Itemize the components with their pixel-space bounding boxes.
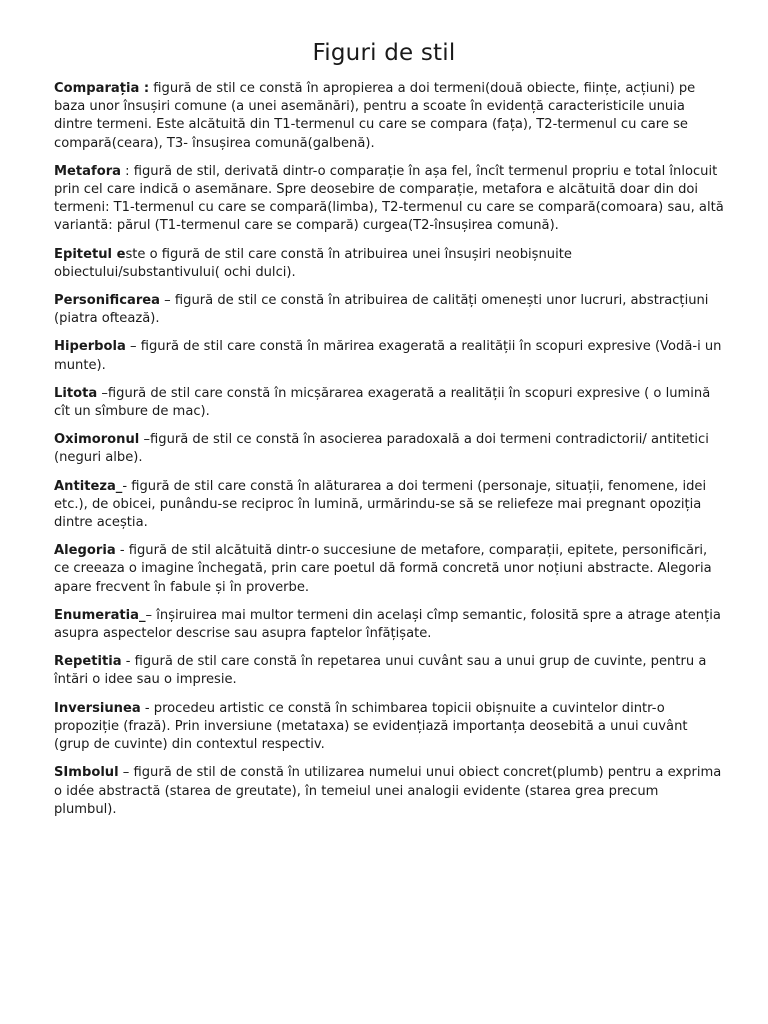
term: Oximoronul (54, 432, 140, 448)
term: Hiperbola (54, 339, 126, 355)
definition-repetitia (54, 653, 724, 689)
page-title: Figuri de stil (312, 40, 456, 66)
definition-enumeratia (54, 607, 724, 643)
definition-alegoria (54, 542, 724, 597)
term: Inversiunea (54, 700, 141, 716)
term: Litota (54, 385, 98, 401)
term: SImbolul (54, 765, 119, 781)
definition-litota (54, 385, 724, 421)
definition-text: figură de stil ce constă în apropierea a doi termeni(două obiecte, ființe, acțiuni) pe baza unor însușiri comune (a unei asemănări), pentru a scoate în evidență caracteristicile unuia dintre termeni. Este alcătuită din T1-termenul cu care se compara (fața), T2-termenul cu care se compară(ceara), T3- însușirea comună(galbenă). (54, 81, 696, 151)
term: Epitetul e (54, 246, 126, 262)
definition-hiperbola (54, 338, 724, 374)
definition-text: ste o figură de stil care constă în atribuirea unei însușiri neobișnuite obiectului/substantivului( ochi dulci). (54, 246, 572, 280)
definition-text: - figură de stil care constă în repetarea unui cuvânt sau a unui grup de cuvinte, pentru a întări o idee sau o impresie. (54, 654, 707, 688)
term: Repetitia (54, 654, 122, 670)
definition-metafora (54, 163, 724, 236)
definition-epitetul (54, 246, 724, 282)
definitions-list (54, 80, 724, 829)
definition-text: – figură de stil de constă în utilizarea numelui unui obiect concret(plumb) pentru a exprima o idée abstractă (starea de greutate), în temeiul unei analogii evidente (starea grea precum plumbul). (54, 765, 722, 817)
term: Metafora (54, 163, 121, 179)
definition-comparatia (54, 80, 724, 153)
definition-text: –figură de stil ce constă în asocierea paradoxală a doi termeni contradictorii/ antitetici (neguri albe). (54, 432, 709, 466)
term: Enumeratia_ (54, 607, 146, 623)
definition-simbolul (54, 764, 724, 819)
definition-text: – figură de stil ce constă în atribuirea de calități omenești unor lucruri, abstracțiuni (piatra oftează). (54, 293, 709, 327)
term: Personificarea (54, 293, 161, 309)
definition-text: - procedeu artistic ce constă în schimbarea topicii obișnuite a cuvintelor dintr-o propoziție (frază). Prin inversiune (metataxa) se evidențiază importanța deosebită a unui cuvânt (grup de cuvinte) din contextul respectiv. (54, 700, 688, 753)
term: Alegoria (54, 543, 116, 559)
definition-inversiunea (54, 700, 724, 755)
definition-text: –figură de stil care constă în micșărarea exagerată a realității în scopuri expresive ( o lumină cît un sîmbure de mac). (54, 385, 711, 420)
definition-text: : figură de stil, derivată dintr-o comparație în așa fel, încît termenul propriu e total înlocuit prin cel care indică o asemănare. Spre deosebire de comparație, metafora e alcătuită doar din doi termeni: T1-termenul cu care se compară(limba), T2-termenul cu care se compară(comoara) sau, altă variantă: părul (T1-termenul care se compară) curgea(T2-însușirea comună). (54, 163, 724, 234)
definition-text: - figură de stil alcătuită dintr-o succesiune de metafore, comparații, epitete, personificări, ce creeaza o imagine închegată, prin care poetul dă formă concretă unor noțiuni abstracte. Alegoria apare frecvent în fabule și în proverbe. (54, 543, 712, 595)
definition-personificarea (54, 292, 724, 328)
definition-text: - figură de stil care constă în alăturarea a doi termeni (personaje, situații, fenomene, idei etc.), de obicei, punându-se reciproc în lumină, urmărindu-se să se reliefeze mai pregnant opoziția dintre aceștia. (54, 478, 707, 531)
definition-text: – înșiruirea mai multor termeni din același cîmp semantic, folosită spre a atrage atenția asupra aspectelor descrise sau asupra faptelor înfățișate. (54, 607, 721, 642)
definition-oximoronul (54, 431, 724, 467)
term: Comparația : (54, 81, 150, 96)
term: Antiteza_ (54, 478, 123, 494)
definition-text: – figură de stil care constă în mărirea exagerată a realității în scopuri expresive (Vodă-i un munte). (54, 339, 722, 373)
definition-antiteza (54, 478, 724, 533)
